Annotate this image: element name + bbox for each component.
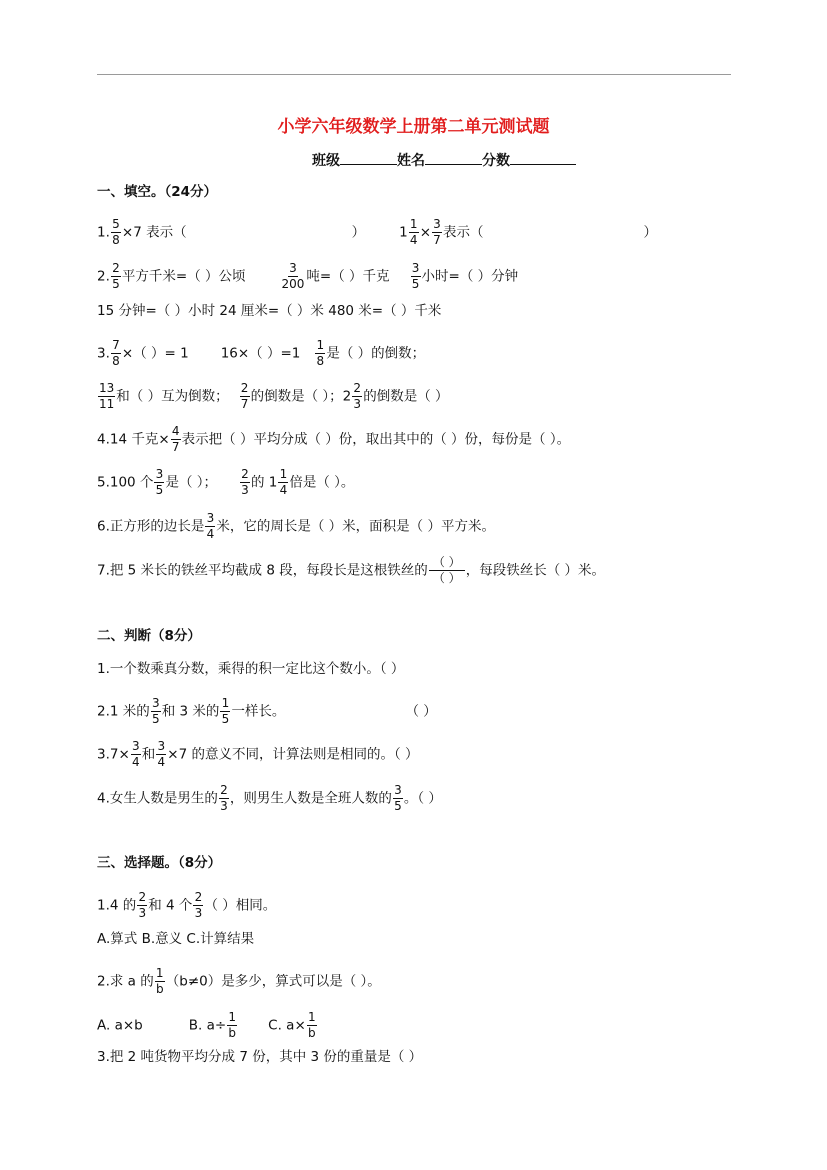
judge-2: 2.1 米的 $\frac{3}{5}$ 和 3 米的 $\frac{1}{5}$ 一样长。 （ ）: [97, 696, 437, 726]
denominator: 5: [112, 277, 120, 291]
numerator: 2: [194, 890, 203, 904]
fraction: [111, 339, 121, 368]
numerator: 1: [279, 467, 288, 481]
denominator: 3: [194, 906, 203, 920]
fraction: [98, 382, 115, 411]
section-choice: 三、选择题。（8分）: [97, 855, 222, 871]
numerator: 2: [241, 467, 249, 481]
choice-1: 1.4 的 $\frac{2}{3}$ 和 4 个 $\frac{2}{3}$ （ ）相同。: [97, 890, 277, 920]
fraction: [137, 891, 147, 920]
denominator: 4: [279, 483, 288, 497]
question-4: 4.14 千克× $\frac{4}{7}$ 表示把（ ）平均分成（ ）份，取出其中的（ ）份，每份是（ ）。: [97, 424, 571, 454]
fraction: [154, 468, 164, 497]
numerator: 2: [112, 261, 120, 275]
numerator: 2: [220, 783, 228, 797]
fraction: [111, 218, 121, 247]
numerator: 3: [394, 783, 402, 797]
question-3-cont: $\frac{13}{11}$ 和（ ）互为倒数； $\frac{2}{7}$ 的倒数是（ ）；2 $\frac{2}{3}$ 的倒数是（ ）: [99, 381, 449, 411]
numerator: 2: [240, 381, 249, 395]
judge-3: 3.7× $\frac{3}{4}$ 和 $\frac{3}{4}$ ×7 的意义不同，计算法则是相同的。（ ）: [97, 739, 419, 769]
question-7: 7.把 5 米长的铁丝平均截成 8 段，每段长是这根铁丝的 （ ） （ ） ，每段铁丝长（ ）米。: [97, 555, 606, 585]
fraction: [220, 697, 230, 726]
fraction: [156, 740, 166, 769]
denominator: 4: [409, 233, 418, 247]
numerator: 3: [151, 696, 160, 710]
denominator: 4: [206, 527, 215, 541]
denominator: b: [228, 1026, 236, 1040]
choice-2: 2.求 a 的 $\frac{1}{b}$ （b≠0）是多少，算式可以是（ ）。: [97, 966, 381, 996]
class-blank[interactable]: [340, 150, 397, 165]
section-fill-blank: 一、填空。（24分）: [97, 184, 218, 200]
name-blank[interactable]: [425, 150, 482, 165]
question-3: 3. $\frac{7}{8}$ ×（ ）= 1 16×（ ）=1 $\frac{1}{8}$ 是（ ）的倒数；: [97, 338, 426, 368]
score-label: 分数: [482, 153, 510, 169]
numerator: 5: [112, 217, 120, 231]
denominator: 3: [138, 906, 147, 920]
denominator: 5: [221, 712, 230, 726]
numerator: 3: [131, 739, 140, 753]
numerator: 3: [157, 739, 166, 753]
fraction: [151, 697, 161, 726]
fraction: [429, 556, 465, 585]
denominator: 200: [281, 277, 305, 291]
fraction: [193, 891, 203, 920]
denominator: 5: [394, 799, 402, 813]
fraction: [278, 468, 288, 497]
numerator: 3: [155, 467, 164, 481]
fraction: [171, 425, 181, 454]
fraction: [205, 512, 215, 541]
question-6: 6.正方形的边长是 $\frac{3}{4}$ 米，它的周长是（ ）米，面积是（ ）平方米。: [97, 511, 495, 541]
choice-2-options: [97, 1010, 318, 1040]
fraction: [155, 967, 165, 996]
question-2: 2. $\frac{2}{5}$ 平方千米=（ ）公顷 $\frac{3}{200}$ 吨=（ ）千克 $\frac{3}{5}$ 小时=（ ）分钟: [97, 261, 519, 291]
denominator: 5: [411, 277, 420, 291]
name-label: 姓名: [397, 153, 425, 169]
fraction: [240, 468, 250, 497]
numerator: （ ）: [429, 556, 465, 571]
numerator: 1: [155, 966, 164, 980]
option-a: A. a×b: [97, 1017, 143, 1034]
fraction: [409, 218, 419, 247]
fraction: [240, 382, 250, 411]
judge-4: 4.女生人数是男生的 $\frac{2}{3}$ ，则男生人数是全班人数的 $\frac{3}{5}$ 。（ ）: [97, 783, 442, 813]
numerator: 3: [433, 217, 441, 231]
judge-1: 1.一个数乘真分数，乘得的积一定比这个数小。（ ）: [97, 661, 405, 677]
fraction: [411, 262, 421, 291]
denominator: （ ）: [432, 571, 461, 585]
numerator: 2: [138, 890, 147, 904]
numerator: 1: [409, 217, 418, 231]
question-2-cont: 15 分钟=（ ）小时 24 厘米=（ ）米 480 米=（ ）千米: [97, 303, 442, 319]
fraction: [352, 382, 362, 411]
numerator: 1: [307, 1010, 316, 1024]
page-title: 小学六年级数学上册第二单元测试题: [277, 117, 550, 137]
section-judgement: 二、判断（8分）: [97, 628, 201, 644]
fraction: [227, 1011, 237, 1040]
numerator: 1: [228, 1010, 236, 1024]
numerator: 2: [353, 381, 362, 395]
fraction: [131, 740, 141, 769]
choice-1-options: A.算式 B.意义 C.计算结果: [97, 931, 255, 947]
numerator: 13: [99, 381, 115, 395]
denominator: b: [307, 1026, 316, 1040]
denominator: 8: [112, 354, 120, 368]
option-b: B. a÷: [188, 1017, 227, 1034]
top-rule: [97, 74, 731, 75]
denominator: 5: [155, 483, 164, 497]
denominator: 4: [131, 755, 140, 769]
denominator: 7: [433, 233, 441, 247]
denominator: 7: [240, 397, 249, 411]
denominator: 3: [241, 483, 249, 497]
question-1: 1. $\frac{5}{8}$ ×7 表示（ ） 1 $\frac{1}{4}$ × $\frac{3}{7}$ 表示（ ）: [97, 217, 657, 247]
option-c: C. a×: [268, 1017, 306, 1034]
fraction: [307, 1011, 317, 1040]
numerator: 3: [289, 261, 297, 275]
denominator: b: [155, 982, 164, 996]
denominator: 8: [112, 233, 120, 247]
fraction: [315, 339, 325, 368]
denominator: 3: [220, 799, 228, 813]
fraction: [393, 784, 403, 813]
numerator: 3: [206, 511, 215, 525]
numerator: 4: [171, 424, 180, 438]
denominator: 8: [316, 354, 325, 368]
fraction: [432, 218, 442, 247]
denominator: 7: [171, 440, 180, 454]
numerator: 7: [112, 338, 120, 352]
class-label: 班级: [312, 153, 340, 169]
choice-3: 3.把 2 吨货物平均分成 7 份，其中 3 份的重量是（ ）: [97, 1049, 423, 1065]
fraction: [219, 784, 229, 813]
score-blank[interactable]: [510, 150, 576, 165]
student-info: [312, 150, 576, 170]
fraction: [281, 262, 306, 291]
denominator: 11: [99, 397, 115, 411]
denominator: 3: [353, 397, 362, 411]
numerator: 1: [316, 338, 325, 352]
denominator: 5: [151, 712, 160, 726]
question-5: 5.100 个 $\frac{3}{5}$ 是（ ）； $\frac{2}{3}$ 的 1 $\frac{1}{4}$ 倍是（ ）。: [97, 467, 355, 497]
numerator: 3: [411, 261, 420, 275]
fraction: [111, 262, 121, 291]
denominator: 4: [157, 755, 166, 769]
numerator: 1: [221, 696, 230, 710]
